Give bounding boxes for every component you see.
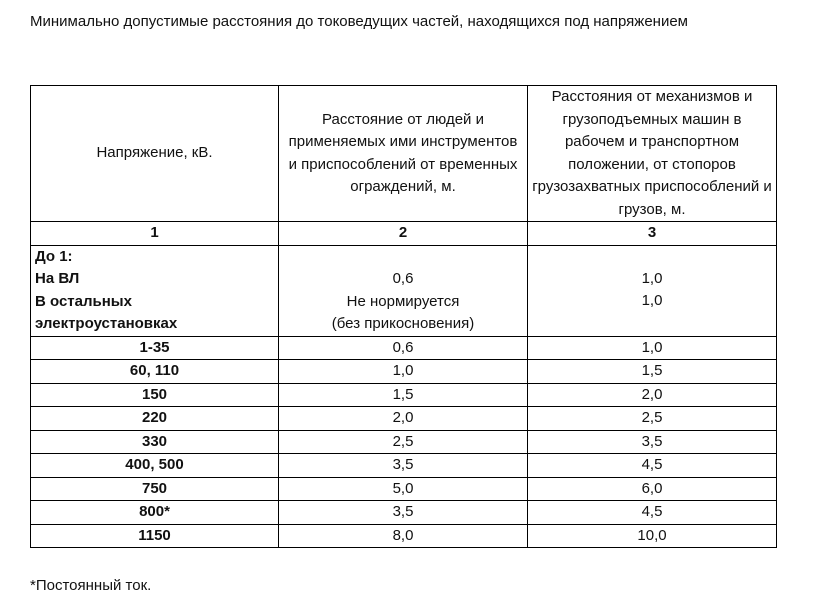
table-row xyxy=(31,454,777,478)
machines-distance-cell xyxy=(528,245,777,336)
table-row xyxy=(31,407,777,431)
people-distance-cell: 2,0 xyxy=(279,407,528,431)
people-distance-cell: 5,0 xyxy=(279,477,528,501)
voltage-cell: 1-35 xyxy=(31,336,279,360)
voltage-cell: 400, 500 xyxy=(31,454,279,478)
people-distance-cell: 1,5 xyxy=(279,383,528,407)
machines-distance-cell: 6,0 xyxy=(528,477,777,501)
voltage-cell: 150 xyxy=(31,383,279,407)
table-row xyxy=(31,430,777,454)
column-number: 2 xyxy=(279,222,528,246)
voltage-cell: 800* xyxy=(31,501,279,525)
machines-distance-cell: 1,0 xyxy=(528,336,777,360)
header-machines-distance: Расстояния от механизмов и грузоподъемных машин в рабочем и транспортном положении, от стопоров грузозахватных приспособлений и грузов, м. xyxy=(528,86,777,222)
people-distance-cell: 1,0 xyxy=(279,360,528,384)
value-line: 0,6 xyxy=(392,270,414,287)
machines-distance-cell: 3,5 xyxy=(528,430,777,454)
table-row xyxy=(31,336,777,360)
table-row xyxy=(31,360,777,384)
value-line: 1,0 xyxy=(641,269,663,287)
people-distance-cell: 3,5 xyxy=(279,501,528,525)
table-row xyxy=(31,477,777,501)
header-voltage: Напряжение, кВ. xyxy=(31,86,279,222)
table-row xyxy=(31,383,777,407)
value-line: Не нормируется xyxy=(346,292,460,310)
voltage-line: До 1: xyxy=(35,247,73,265)
column-number-row xyxy=(31,222,777,246)
header-people-distance: Расстояние от людей и применяемых ими инструментов и приспособлений от временных ограждений, м. xyxy=(279,86,528,222)
distances-table xyxy=(30,85,777,548)
document-title: Минимально допустимые расстояния до токоведущих частей, находящихся под напряжением xyxy=(30,13,688,30)
people-distance-cell: 0,6 xyxy=(279,336,528,360)
value-line: (без прикосновения) xyxy=(331,315,475,332)
column-number: 3 xyxy=(528,222,777,246)
voltage-cell: 1150 xyxy=(31,524,279,548)
voltage-cell: 220 xyxy=(31,407,279,431)
machines-distance-cell: 4,5 xyxy=(528,501,777,525)
people-distance-cell: 3,5 xyxy=(279,454,528,478)
voltage-line: В остальных xyxy=(35,292,132,310)
table-row xyxy=(31,524,777,548)
machines-distance-cell: 1,5 xyxy=(528,360,777,384)
table-row-up-to-1 xyxy=(31,245,777,336)
footnote: *Постоянный ток. xyxy=(30,577,152,594)
voltage-cell xyxy=(31,245,279,336)
voltage-line: электроустановках xyxy=(35,315,178,332)
machines-distance-cell: 2,5 xyxy=(528,407,777,431)
column-number: 1 xyxy=(31,222,279,246)
table-row xyxy=(31,501,777,525)
machines-distance-cell: 4,5 xyxy=(528,454,777,478)
voltage-cell: 330 xyxy=(31,430,279,454)
machines-distance-cell: 10,0 xyxy=(528,524,777,548)
people-distance-cell xyxy=(279,245,528,336)
voltage-line: На ВЛ xyxy=(35,270,80,287)
people-distance-cell: 2,5 xyxy=(279,430,528,454)
voltage-cell: 750 xyxy=(31,477,279,501)
header-row xyxy=(31,86,777,222)
machines-distance-cell: 2,0 xyxy=(528,383,777,407)
value-line: 1,0 xyxy=(641,292,663,309)
people-distance-cell: 8,0 xyxy=(279,524,528,548)
voltage-cell: 60, 110 xyxy=(31,360,279,384)
